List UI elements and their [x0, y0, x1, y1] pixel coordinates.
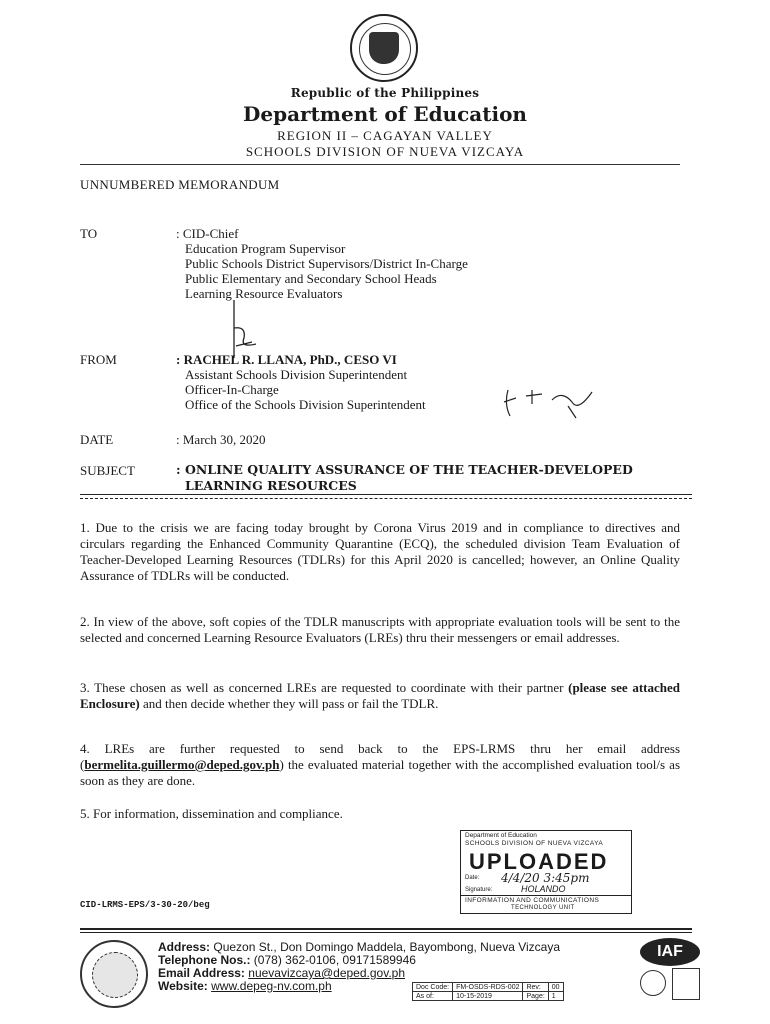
- date-value: : March 30, 2020: [176, 432, 266, 447]
- paragraph-5: 5. For information, dissemination and compliance.: [80, 806, 343, 821]
- to-line: Learning Resource Evaluators: [185, 286, 343, 301]
- footer-address: [158, 940, 560, 954]
- as-of-value: 10-15-2019: [453, 992, 523, 1001]
- memo-type: UNNUMBERED MEMORANDUM: [80, 177, 280, 192]
- email-value[interactable]: nuevavizcaya@deped.gov.ph: [248, 966, 405, 980]
- to-label: TO: [80, 226, 98, 241]
- certification-badge-icon: [672, 968, 700, 1000]
- subject-label: SUBJECT: [80, 463, 135, 478]
- from-label: FROM: [80, 352, 117, 367]
- iaf-logo: IAF: [640, 938, 700, 966]
- paragraph-1: 1. Due to the crisis we are facing today brought by Corona Virus 2019 and in compliance to directives and circulars regarding the Enhanced Community Quarantine (ECQ), the scheduled division Team Evaluation of Teacher-Developed Learning Resources (TDLRs) for this April 2020 is cancelled; however, an Online Quality Assurance of TDLRs will be conducted.: [80, 520, 680, 583]
- phone-value: (078) 362-0106, 09171589946: [253, 953, 416, 967]
- footer-website: [158, 979, 332, 993]
- stamp-footer: INFORMATION AND COMMUNICATIONS: [465, 897, 600, 904]
- paragraph-2: 2. In view of the above, soft copies of the TDLR manuscripts with appropriate evaluation tools will be sent to the selected and concerned Learning Resource Evaluators (LREs) thru their messengers or email addresses.: [80, 614, 680, 645]
- reference-code: CID-LRMS-EPS/3-30-20/beg: [80, 900, 210, 910]
- paragraph-3-text: 3. These chosen as well as concerned LREs are requested to coordinate with their partner: [80, 680, 569, 695]
- stamp-divider: [461, 895, 631, 896]
- date-label: DATE: [80, 432, 114, 447]
- division-heading: SCHOOLS DIVISION OF NUEVA VIZCAYA: [245, 144, 525, 159]
- doc-control-table: [412, 982, 564, 1001]
- as-of-label: As of:: [413, 992, 453, 1001]
- handwritten-annotation: [502, 386, 602, 428]
- stamp-signature-value: HOLANDO: [521, 884, 566, 894]
- stamp-signature-label: Signature:: [465, 887, 493, 893]
- subject-line: : ONLINE QUALITY ASSURANCE OF THE TEACHER-DEVELOPED: [176, 462, 633, 477]
- footer-divider: [80, 928, 692, 930]
- paragraph-4-text: ) the evaluated material together with the accomplished evaluation tool/s as soon as they are done.: [80, 757, 680, 788]
- header-divider: [80, 164, 680, 165]
- department-heading: Department of Education: [243, 102, 527, 126]
- website-link[interactable]: www.depeg-nv.com.ph: [211, 979, 332, 993]
- rev-value: 00: [548, 983, 563, 992]
- stamp-line: Department of Education: [465, 832, 537, 839]
- doc-code-value: FM-OSDS-RDS-002: [453, 983, 523, 992]
- page-label: Page:: [523, 992, 548, 1001]
- website-label: Website:: [158, 979, 208, 993]
- to-line: Education Program Supervisor: [185, 241, 346, 256]
- address-label: Address:: [158, 940, 211, 954]
- certification-logo: [640, 970, 666, 996]
- stamp-date-value: 4/4/20 3:45pm: [501, 871, 590, 885]
- footer-email: [158, 966, 405, 980]
- stamp-title: UPLOADED: [469, 849, 609, 874]
- stamp-footer: TECHNOLOGY UNIT: [511, 905, 575, 911]
- paragraph-4: [80, 741, 680, 789]
- footer-phone: [158, 953, 416, 967]
- address-value: Quezon St., Don Domingo Maddela, Bayombong, Nueva Vizcaya: [213, 940, 560, 954]
- page-value: 1: [548, 992, 563, 1001]
- enclosure-note: (please see attached Enclosure): [80, 680, 680, 711]
- paragraph-4-text: 4. LREs are further requested to send back to the EPS-LRMS thru her email address (: [80, 741, 680, 772]
- region-heading: REGION II – CAGAYAN VALLEY: [277, 128, 493, 143]
- from-name: : RACHEL R. LLANA, PhD., CESO VI: [176, 352, 397, 367]
- subject-divider: [80, 498, 692, 499]
- stamp-line: SCHOOLS DIVISION OF NUEVA VIZCAYA: [465, 840, 604, 847]
- from-line: Office of the Schools Division Superintendent: [185, 397, 426, 412]
- uploaded-stamp: [460, 830, 632, 914]
- subject-value: [176, 462, 633, 494]
- subject-line: LEARNING RESOURCES: [185, 478, 357, 493]
- from-block: [176, 352, 426, 412]
- doc-code-label: Doc Code:: [413, 983, 453, 992]
- to-line: Public Elementary and Secondary School Heads: [185, 271, 437, 286]
- paragraph-3: [80, 680, 680, 712]
- division-seal-logo: [80, 940, 148, 1008]
- phone-label: Telephone Nos.:: [158, 953, 251, 967]
- email-label: Email Address:: [158, 966, 245, 980]
- footer-divider: [80, 932, 692, 933]
- to-line: : CID-Chief: [176, 226, 239, 241]
- from-line: Officer-In-Charge: [185, 382, 279, 397]
- email-link[interactable]: bermelita.guillermo@deped.gov.ph: [84, 757, 280, 772]
- republic-heading: Republic of the Philippines: [290, 86, 480, 100]
- stamp-date-label: Date:: [465, 875, 480, 881]
- paragraph-3-text: and then decide whether they will pass or fail the TDLR.: [139, 696, 439, 711]
- to-line: Public Schools District Supervisors/District In-Charge: [185, 256, 468, 271]
- rev-label: Rev:: [523, 983, 548, 992]
- to-recipients: [176, 226, 468, 301]
- deped-seal-logo: [350, 14, 418, 82]
- subject-divider: [80, 494, 692, 495]
- from-line: Assistant Schools Division Superintendent: [185, 367, 408, 382]
